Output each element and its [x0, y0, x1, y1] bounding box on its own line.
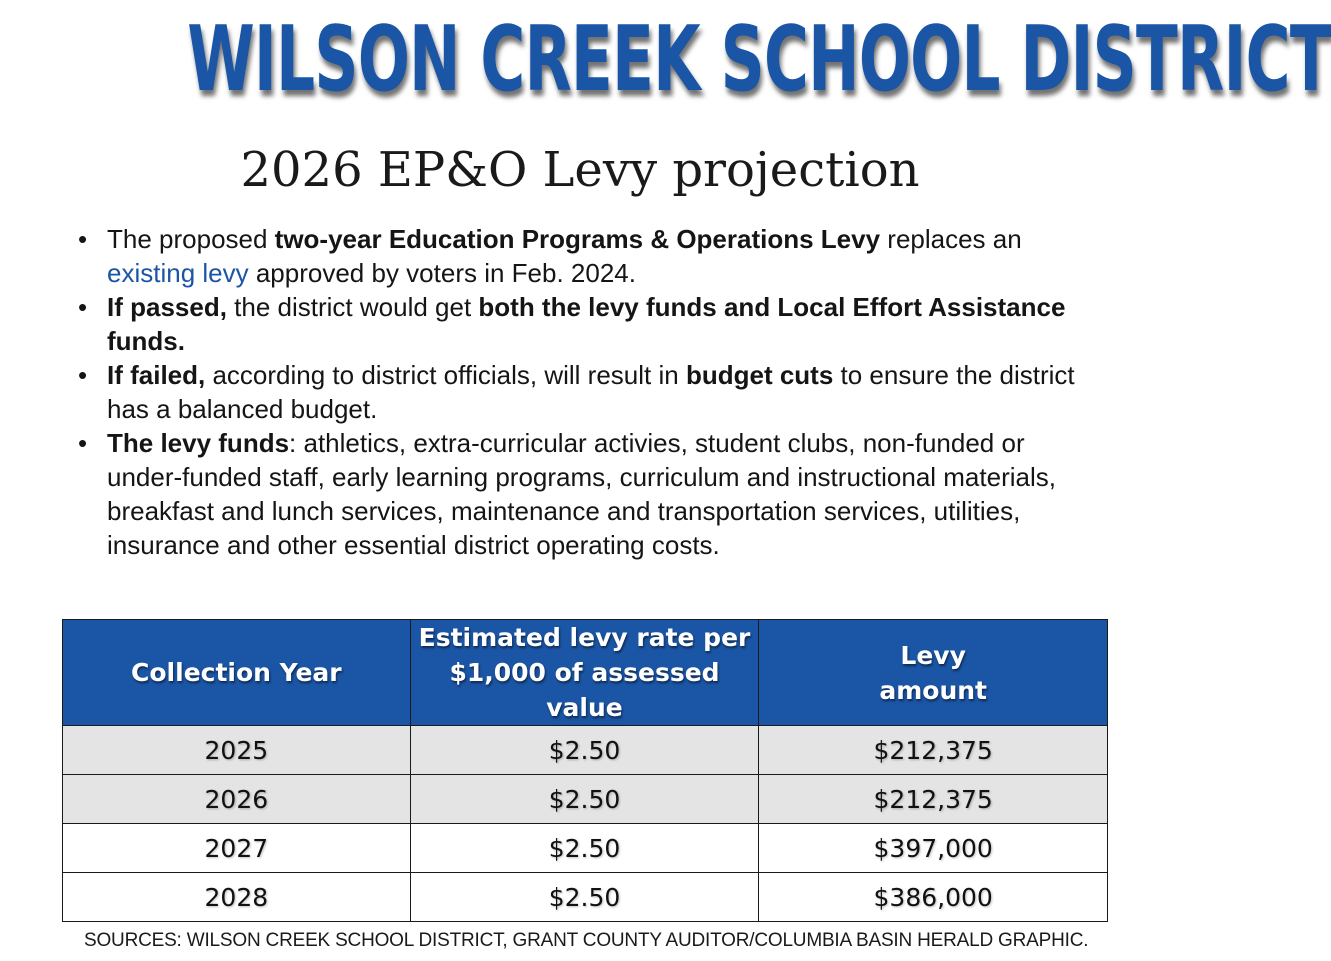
levy-subtitle: 2026 EP&O Levy projection — [240, 142, 920, 198]
cell-year: 2026 — [63, 775, 411, 824]
cell-amount: $212,375 — [759, 726, 1108, 775]
cell-year: 2025 — [63, 726, 411, 775]
bullet-dot-icon: • — [78, 224, 88, 254]
sources-credit: SOURCES: WILSON CREEK SCHOOL DISTRICT, GRANT COUNTY AUDITOR/COLUMBIA BASIN HERALD GRAPHIC. — [84, 930, 1089, 951]
cell-rate: $2.50 — [410, 873, 759, 922]
district-headline: WILSON CREEK SCHOOL DISTRICT — [187, 7, 1331, 112]
table-row — [63, 873, 1108, 922]
table-row — [63, 824, 1108, 873]
header-levy-rate: Estimated levy rate per $1,000 of assessed value — [410, 620, 759, 726]
bullet-levy-overview: • The proposed two-year Education Programs & Operations Levy replaces an existing levy approved by voters in Feb. 2024. — [78, 224, 1022, 288]
existing-levy-link[interactable]: existing levy — [107, 258, 249, 288]
bullet-if-failed: • If failed, according to district officials, will result in budget cuts to ensure the district has a balanced budget. — [78, 360, 1075, 424]
bullet-dot-icon: • — [78, 360, 88, 390]
cell-rate: $2.50 — [410, 726, 759, 775]
table-row — [63, 726, 1108, 775]
cell-rate: $2.50 — [410, 775, 759, 824]
bullet-levy-funds: • The levy funds: athletics, extra-curricular activies, student clubs, non-funded or under-funded staff, early learning programs, curriculum and instructional materials, breakfast and lunch services, maintenance and transportation services, utilities, insurance and other essential district operating costs. — [78, 428, 1056, 560]
bullet-dot-icon: • — [78, 428, 88, 458]
cell-year: 2027 — [63, 824, 411, 873]
header-levy-amount: Levy amount — [759, 620, 1108, 726]
bullet-dot-icon: • — [78, 292, 88, 322]
header-collection-year: Collection Year — [63, 620, 411, 726]
cell-amount: $212,375 — [759, 775, 1108, 824]
levy-bullet-list — [78, 222, 1078, 562]
cell-year: 2028 — [63, 873, 411, 922]
bullet-if-passed: • If passed, the district would get both the levy funds and Local Effort Assistance funds. — [78, 292, 1066, 356]
cell-amount: $397,000 — [759, 824, 1108, 873]
cell-rate: $2.50 — [410, 824, 759, 873]
table-header-row — [63, 620, 1108, 726]
table-row — [63, 775, 1108, 824]
levy-projection-table — [62, 619, 1108, 922]
levy-name-emphasis: two-year Education Programs & Operations Levy — [274, 224, 881, 254]
cell-amount: $386,000 — [759, 873, 1108, 922]
